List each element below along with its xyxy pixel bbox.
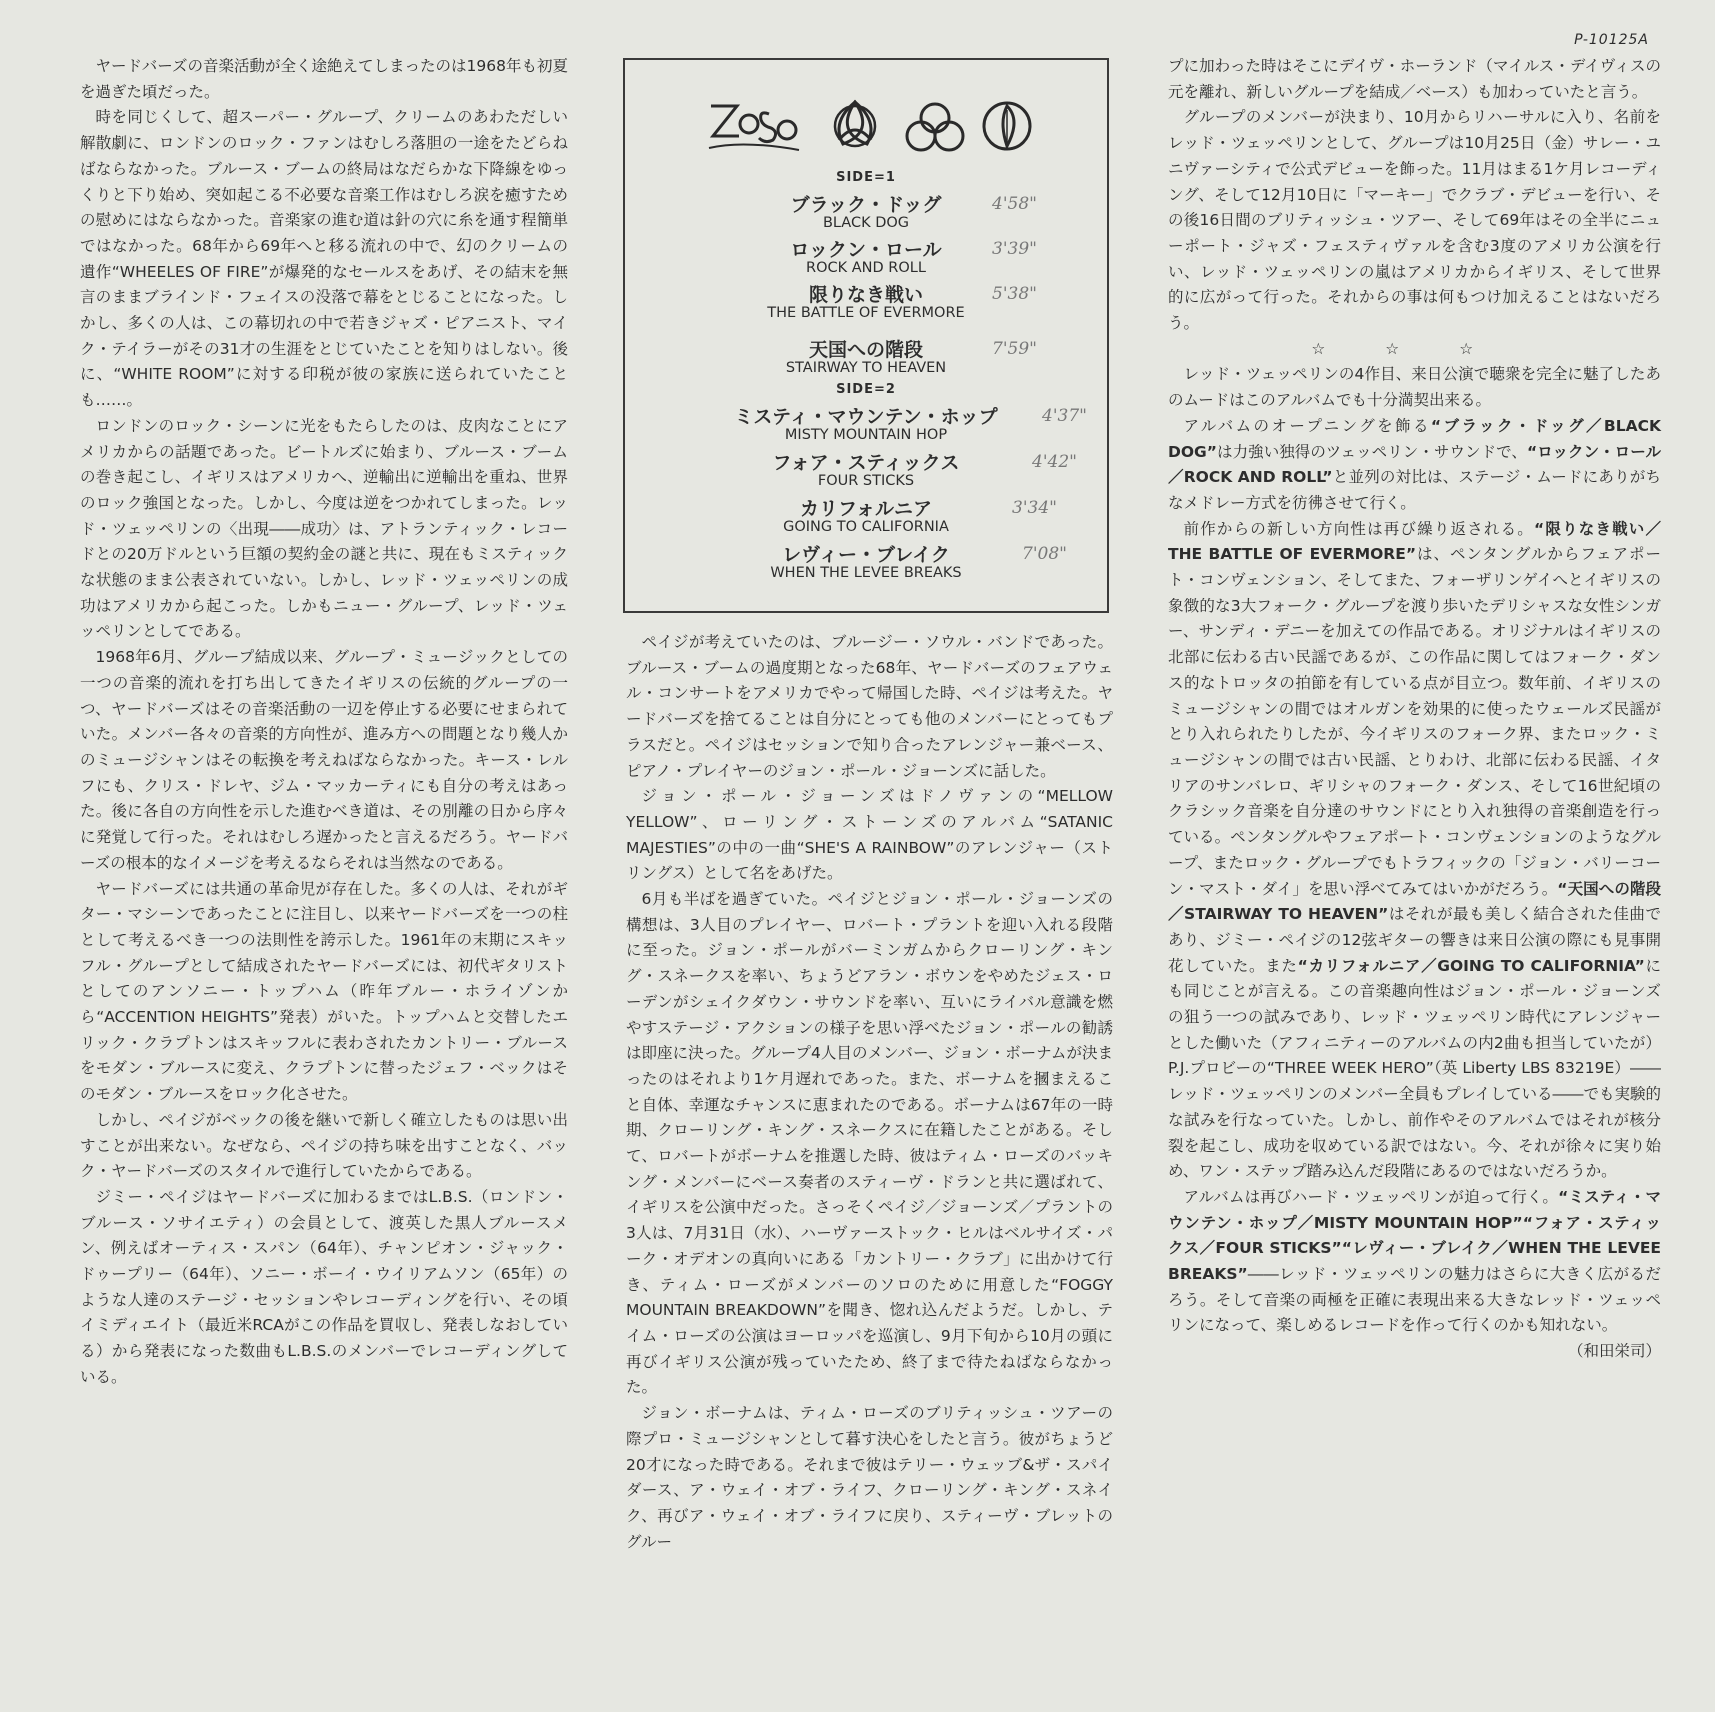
paragraph: しかし、ペイジがベックの後を継いで新しく確立したものは思い出すことが出来ない。なぜなら、ペイジの持ち味を出すことなく、バック・ヤードバーズのスタイルで進行していたからである。	[80, 1110, 568, 1181]
track-title-jp: ブラック・ドッグ	[790, 194, 942, 216]
paragraph	[1168, 517, 1661, 1185]
text-run: はそれが最も美しく結合された佳曲であり、ジミー・ペイジの12弦ギターの響きは来日公演の際にも見事開花していた。また	[1168, 905, 1661, 975]
paragraph	[1168, 1185, 1661, 1339]
track-title-jp: レヴィー・ブレイク	[782, 544, 950, 566]
track-title-en: GOING TO CALIFORNIA	[783, 519, 949, 535]
track-duration: 3'34"	[1012, 498, 1057, 518]
text-run: と並列の対比は、ステージ・ムードにありがちなメドレー方式を彷彿させて行く。	[1168, 468, 1661, 512]
song-reference: “フォア・スティックス／FOUR STICKS”	[1168, 1213, 1661, 1258]
text-run: は、ペンタングルからフェアポート・コンヴェンション、そしてまた、フォーザリンゲイへとイギリスの象徴的な3大フォーク・グループを渡り歩いたデリシャスな女性シンガー、サンディ・デニーを加えての作品である。オリジナルはイギリスの北部に伝わる古い民謡であるが、この作品に関してはフォーク・ダンス的なトロッタの拍節を有している点が目立つ。数年前、イギリスのミュージシャンの間ではオルガンを効果的に使ったウェールズ民謡がとり入れられたりしたが、今イギリスのフォーク界、またロック・ミュージシャンの間では古い民謡、とりわけ、北部に伝わる民謡、イタリアのサンバレロ、ギリシャのフォーク・ダンス、そして16世紀頃のクラシック音楽を自分達のサウンドにとり入れ独得の音楽創造を行っている。ペンタングルやフェアポート・コンヴェンションのようなグループ、またロック・グループでもトラフィックの「ジョン・バリーコーン・マスト・ダイ」を思い浮べてみてはいかがだろう。	[1168, 545, 1661, 898]
track-title-jp: 天国への階段	[808, 339, 923, 361]
text-run: にも同じことが言える。この音楽趣向性はジョン・ポール・ジョーンズの狙う一つの試みであり、レッド・ツェッペリン時代にアレンジャーとした働いた（アフィニティーのアルバムの内2曲も担当していたが）P.J.プロビーの“THREE WEEK HERO”（英 Liberty LBS 83219E）――レッド・ツェッペリンのメンバー全員もプレイしている――でも実験的な試みを行なっていた。しかし、前作やそのアルバムではそれが核分裂を起こし、成功を収めている訳ではない。今、それが徐々に実り始め、ワン・ステップ踏み込んだ段階にあるのではないだろうか。	[1168, 956, 1661, 1181]
paragraph: 1968年6月、グループ結成以来、グループ・ミュージックとしての一つの音楽的流れを打ち出してきたイギリスの伝統的グループの一つ、ヤードバーズはその音楽活動の一辺を停止する必要にせまられていた。メンバー各々の音楽的方向性が、進み方への問題となり幾人かのミュージシャンはその転換を考えねばならなかった。キース・レルフにも、クリス・ドレヤ、ジム・マッカーティにも自分の考えはあった。後に各自の方向性を示した進むべき道は、その別離の日から序々に発覚して行った。それはむしろ遅かったと言えるだろう。ヤードバーズの根本的なイメージを考えるならそれは当然なのである。	[80, 648, 568, 872]
song-reference: “レヴィー・ブレイク／WHEN THE LEVEE BREAKS”	[1168, 1239, 1661, 1284]
track-title-jp: 限りなき戦い	[808, 284, 923, 306]
paragraph: ジミー・ペイジはヤードバーズに加わるまではL.B.S.（ロンドン・ブルース・ソサイエティ）の会員として、渡英した黒人ブルースメン、例えばオーティス・スパン（64年）、チャンピオン・ジャック・ドゥープリー（64年）、ソニー・ボーイ・ウイリアムソン（65年）のような人達のステージ・セッションやレコーディングを行い、その頃イミディエイト（最近米RCAがこの作品を買収し、発表しなおしている）から発表になった数曲もL.B.S.のメンバーでレコーディングしている。	[80, 1187, 568, 1386]
paragraph: ジョン・ボーナムは、ティム・ローズのブリティッシュ・ツアーの際プロ・ミュージシャンとして暮す決心をしたと言う。彼がちょうど20才になった時である。それまで彼はテリー・ウェッブ&ザ・スパイダース、ア・ウェイ・オブ・ライフ、クローリング・キング・スネイク、再びア・ウェイ・オブ・ライフに戻り、スティーヴ・ブレットのグルー	[626, 1404, 1113, 1551]
side-2-label: SIDE=2	[836, 382, 896, 397]
paragraph: 時を同じくして、超スーパー・グループ、クリームのあわただしい解散劇に、ロンドンのロック・ファンはむしろ落胆の一途をたどらねばならなかった。ブルース・ブームの終局はなだらかな下降線をゆっくりと下り始め、突如起こる不必要な音楽工作はむしろ涙を癒すための慰めにはならなかった。音楽家の進む道は針の穴に糸を通す程簡単ではなかった。68年から69年へと移る流れの中で、幻のクリームの遺作“WHEELES OF FIRE”が爆発的なセールスをあげ、その結末を無言のままブラインド・フェイスの没落で幕をとじることになった。しかし、多くの人は、この幕切れの中で若きジャズ・ピアニスト、マイク・テイラーがその31才の生涯をとじていたことを知りはしない。後に、“WHITE ROOM”に対する印税が彼の家族に送られていたことも……。	[80, 108, 568, 410]
paragraph: ヤードバーズには共通の革命児が存在した。多くの人は、それがギター・マシーンであったことに注目し、以来ヤードバーズを一つの柱として考えるべき一つの法則性を誇示した。1961年の末期にスキッフル・グループとして結成されたヤードバーズには、初代ギタリストとしてのアンソニー・トップハム（昨年ブルー・ホライゾンから“ACCENTION HEIGHTS”発表）がいた。トップハムと交替したエリック・クラプトンはスキッフルに表わされたカントリー・ブルースをモダン・ブルースに変え、クラプトンに替ったジェフ・ベックはそのモダン・ブルースをロック化させた。	[80, 879, 568, 1104]
text-run: 前作からの新しい方向性は再び繰り返される。	[1183, 519, 1534, 538]
track-title-jp: ミスティ・マウンテン・ホップ	[734, 406, 998, 428]
paragraph: ロンドンのロック・シーンに光をもたらしたのは、皮肉なことにアメリカからの話題であった。ビートルズに始まり、ブルース・ブームの巻き起こし、イギリスはアメリカへ、逆輸出に逆輸出を重ね、世界のロック強国となった。しかし、今度は逆をつかれてしまった。レッド・ツェッペリンの〈出現――成功〉は、アトランティック・レコードとの20万ドルという巨額の契約金の謎と共に、現在もミスティックな状態のまま公表されていない。しかし、レッド・ツェッペリンの成功はアメリカから起こった。しかもニュー・グループ、レッド・ツェッペリンとしてである。	[80, 416, 568, 641]
track-title-jp: カリフォルニア	[799, 498, 933, 520]
track-duration: 4'58"	[992, 194, 1037, 214]
song-reference: “天国への階段／STAIRWAY TO HEAVEN”	[1168, 879, 1661, 924]
track-title-en: WHEN THE LEVEE BREAKS	[770, 565, 962, 581]
paragraph: レッド・ツェッペリンの4作目、来日公演で聴衆を完全に魅了したあのムードはこのアルバムでも十分満契出来る。	[1168, 365, 1661, 410]
side-1-label: SIDE=1	[836, 170, 896, 185]
tracklist-box	[623, 58, 1109, 613]
track-duration: 4'37"	[1042, 406, 1087, 426]
track-title-en: FOUR STICKS	[817, 473, 915, 489]
middle-column	[626, 630, 1113, 1555]
track-title-jp: フォア・スティックス	[772, 452, 960, 474]
track-duration: 7'08"	[1022, 544, 1067, 564]
track-duration: 7'59"	[992, 339, 1037, 359]
four-symbols-logo	[703, 88, 1033, 160]
text-run: アルバムのオープニングを飾る	[1183, 416, 1431, 435]
track-title-en: MISTY MOUNTAIN HOP	[784, 427, 948, 443]
song-reference: “限りなき戦い／THE BATTLE OF EVERMORE”	[1168, 519, 1661, 564]
paragraph: 6月も半ばを過ぎていた。ペイジとジョン・ポール・ジョーンズの構想は、3人目のプレイヤー、ロバート・プラントを迎い入れる段階に至った。ジョン・ポールがバーミンガムからクローリング・キング・スネークスを率い、ちょうどアラン・ボウンをやめたジェス・ローデンがシェイクダウン・サウンドを率い、互いにライバル意識を燃やすステージ・アクションの様子を思い浮べたジョン・ポールの勧誘は即座に決った。グループ4人目のメンバー、ジョン・ボーナムが決まったのはそれより1ケ月遅れであった。また、ボーナムを摑まえること自体、幸運なチャンスに恵まれたのである。ボーナムは67年の一時期、クローリング・キング・スネークスに在籍したことがある。そして、ロバートがボーナムを推選した時、彼はティム・ローズのバッキング・メンバーにベース奏者のスティーヴ・ドランと共に選ばれて、イギリスを公演中だった。さっそくペイジ／ジョーンズ／プラントの3人は、7月31日（水）、ハーヴァーストック・ヒルはベルサイズ・パーク・オデオンの真向いにある「カントリー・クラブ」に出かけて行き、ティム・ローズがメンバーのソロのために用意した“FOGGY MOUNTAIN BREAKDOWN”を聞き、惚れ込んだようだ。しかし、テイム・ローズの公演はヨーロッパを巡演し、9月下旬から10月の頭に再びイギリス公演が残っていたため、終了まで待たねばならなかった。	[626, 890, 1113, 1397]
track-title-jp: ロックン・ロール	[790, 239, 942, 261]
text-run: ――レッド・ツェッペリンの魅力はさらに大きく広がるだろう。そして音楽の両極を正確に表現出来る大きなレッド・ツェッペリンになって、楽しめるレコードを作って行くのかも知れない。	[1168, 1265, 1661, 1335]
song-reference: “ミスティ・マウンテン・ホップ／MISTY MOUNTAIN HOP”	[1168, 1187, 1661, 1232]
track-title-en: ROCK AND ROLL	[806, 260, 926, 276]
paragraph: ジョン・ポール・ジョーンズはドノヴァンの“MELLOW YELLOW”、ローリング・ストーンズのアルバム“SATANIC MAJESTIES”の中の一曲“SHE'S A RAINBOW”のアレンジャー（ストリングス）として名をあげた。	[626, 787, 1113, 883]
paragraph: グループのメンバーが決まり、10月からリハーサルに入り、名前をレッド・ツェッペリンとして、グループは10月25日（金）サレー・ユニヴァーシティで公式デビューを飾った。11月はまる1ケ月レコーディング、そして12月10日に「マーキー」でクラブ・デビューを行い、その後16日間のブリティッシュ・ツアー、そして69年はその全半にニューポート・ジャズ・フェスティヴァルを含む3度のアメリカ公演を行い、レッド・ツェッペリンの嵐はアメリカからイギリス、そして世界的に広がって行った。それからの事は何もつけ加えることはないだろう。	[1168, 108, 1661, 333]
author-signature: （和田栄司）	[1567, 1342, 1661, 1361]
star-divider: ☆☆☆	[1311, 339, 1534, 358]
song-reference: “ロックン・ロール／ROCK AND ROLL”	[1168, 442, 1661, 487]
catalog-number: P-10125A	[1574, 32, 1649, 48]
paragraph: プに加わった時はそこにデイヴ・ホーランド（マイルス・デイヴィスの元を離れ、新しいグループを結成／ベース）も加わっていたと言う。	[1168, 57, 1661, 101]
paragraph	[1168, 414, 1661, 517]
left-column	[80, 54, 568, 1391]
song-reference: “カリフォルニア／GOING TO CALIFORNIA”	[1297, 956, 1645, 975]
track-duration: 5'38"	[992, 284, 1037, 304]
track-title-en: STAIRWAY TO HEAVEN	[785, 360, 947, 376]
track-title-en: THE BATTLE OF EVERMORE	[767, 305, 965, 321]
paragraph: ヤードバーズの音楽活動が全く途絶えてしまったのは1968年も初夏を過ぎた頃だった。	[80, 57, 568, 101]
track-duration: 4'42"	[1032, 452, 1077, 472]
track-duration: 3'39"	[992, 239, 1037, 259]
text-run: アルバムは再びハード・ツェッペリンが迫って行く。	[1183, 1187, 1559, 1206]
track-title-en: BLACK DOG	[822, 215, 910, 231]
paragraph: ペイジが考えていたのは、ブルージー・ソウル・バンドであった。ブルース・ブームの過度期となった68年、ヤードバーズのフェアウェル・コンサートをアメリカでやって帰国した時、ペイジは考えた。ヤードバーズを捨てることは自分にとっても他のメンバーにとってもプラスだと。ペイジはセッションで知り合ったアレンジャー兼ベース、ピアノ・プレイヤーのジョン・ポール・ジョーンズに話した。	[626, 633, 1113, 780]
text-run: は力強い独得のツェッペリン・サウンドで、	[1216, 442, 1527, 461]
song-reference: “ブラック・ドッグ／BLACK DOG”	[1168, 416, 1661, 461]
right-column	[1168, 54, 1661, 1365]
